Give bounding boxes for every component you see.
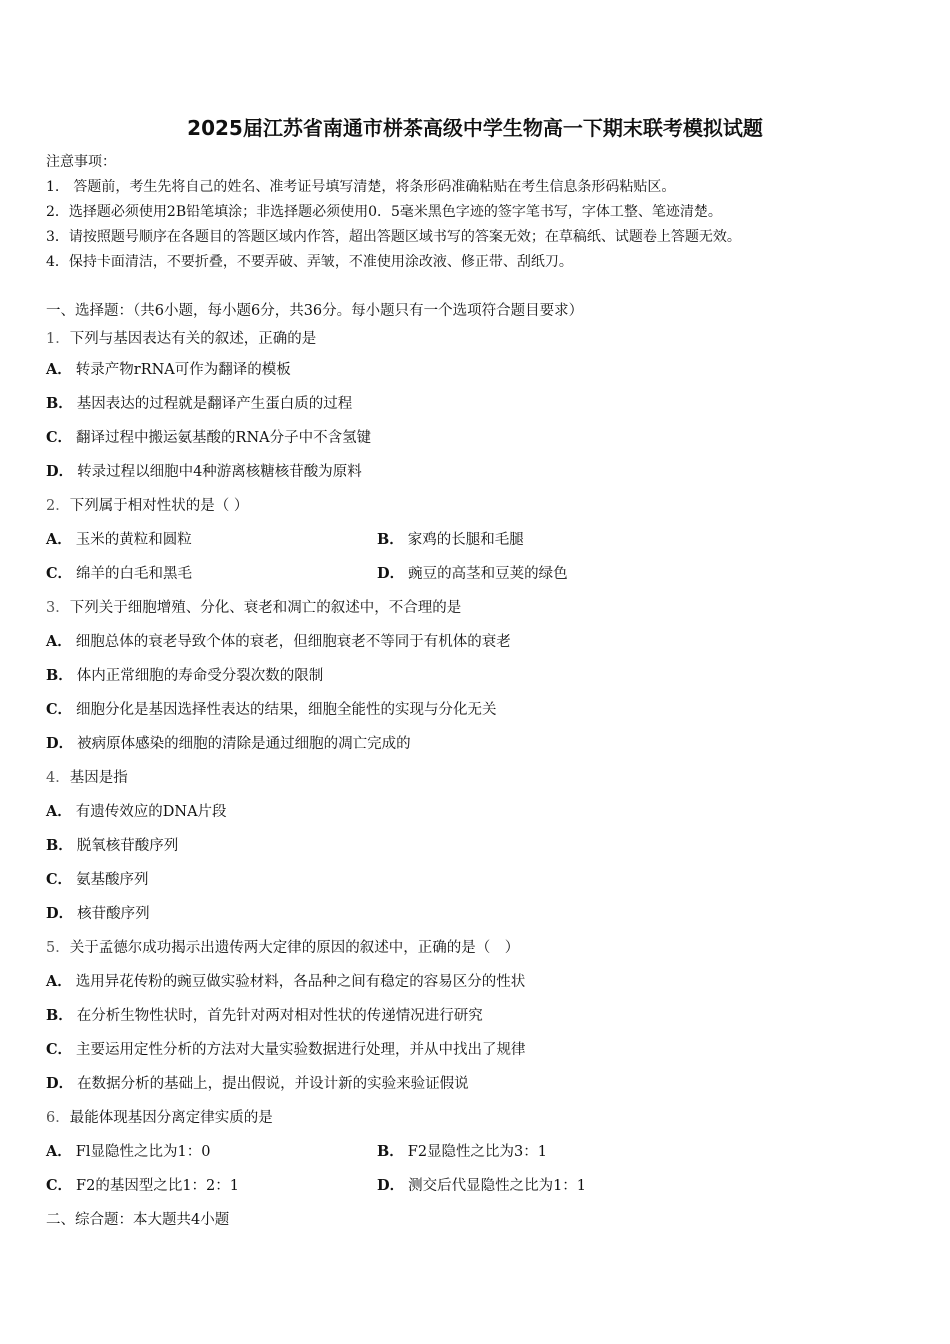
question-number: 5． xyxy=(46,940,70,956)
option-letter: B． xyxy=(46,837,73,854)
question-number: 1． xyxy=(46,331,70,347)
option-text: 在数据分析的基础上，提出假说，并设计新的实验来验证假说 xyxy=(77,1076,469,1092)
question-6-option-b xyxy=(377,1135,708,1169)
option-letter: B． xyxy=(46,1007,73,1024)
question-3-option-b xyxy=(46,659,926,693)
option-text: 主要运用定性分析的方法对大量实验数据进行处理，并从中找出了规律 xyxy=(76,1042,526,1058)
option-letter: C． xyxy=(46,701,73,718)
question-4-option-b xyxy=(46,829,926,863)
question-text: 下列关于细胞增殖、分化、衰老和凋亡的叙述中，不合理的是 xyxy=(69,600,462,616)
option-letter: D． xyxy=(46,1075,74,1092)
question-number: 2． xyxy=(46,498,70,514)
option-text: 细胞分化是基因选择性表达的结果，细胞全能性的实现与分化无关 xyxy=(76,702,497,718)
notice-block xyxy=(46,150,926,275)
page-title: 2025届江苏省南通市栟茶高级中学生物高一下期末联考模拟试题 xyxy=(187,116,763,140)
question-text: 最能体现基因分离定律实质的是 xyxy=(69,1110,273,1126)
option-text: 细胞总体的衰老导致个体的衰老，但细胞衰老不等同于有机体的衰老 xyxy=(75,634,511,650)
question-number: 4． xyxy=(46,770,70,786)
notice-item: 3．请按照题号顺序在各题目的答题区域内作答，超出答题区域书写的答案无效；在草稿纸、试题卷上答题无效。 xyxy=(46,229,741,245)
option-letter: A． xyxy=(46,531,72,548)
option-letter: C． xyxy=(46,1041,73,1058)
question-3-option-d xyxy=(46,727,926,761)
question-6-option-a xyxy=(46,1135,377,1169)
question-4-option-a xyxy=(46,795,926,829)
question-4-option-d xyxy=(46,897,926,931)
option-letter: A． xyxy=(46,633,72,650)
question-5-option-a xyxy=(46,965,926,999)
option-letter: D． xyxy=(46,735,74,752)
option-text: 转录过程以细胞中4种游离核糖核苷酸为原料 xyxy=(77,464,362,480)
option-letter: D． xyxy=(46,905,74,922)
option-letter: A． xyxy=(46,803,72,820)
question-2-options-row-2 xyxy=(46,557,926,591)
option-letter: C． xyxy=(46,1177,73,1194)
question-number: 6． xyxy=(46,1110,70,1126)
questions-area xyxy=(46,297,926,1237)
question-1-option-b xyxy=(46,387,926,421)
question-5-option-d xyxy=(46,1067,926,1101)
question-4-stem xyxy=(46,761,926,795)
section-heading-choice: 一、选择题：（共6小题，每小题6分，共36分。每小题只有一个选项符合题目要求） xyxy=(46,303,584,319)
question-6-options-row-1 xyxy=(46,1135,926,1169)
question-5-option-b xyxy=(46,999,926,1033)
option-letter: C． xyxy=(46,871,73,888)
question-text: 基因是指 xyxy=(69,770,128,786)
question-6-option-c xyxy=(46,1169,377,1203)
option-letter: A． xyxy=(46,361,72,378)
question-4-option-c xyxy=(46,863,926,897)
option-letter: C． xyxy=(46,429,73,446)
question-1-option-d xyxy=(46,455,926,489)
question-6-options-row-2 xyxy=(46,1169,926,1203)
question-2-option-d xyxy=(377,557,708,591)
option-letter: B． xyxy=(377,1143,404,1160)
option-text: 转录产物rRNA可作为翻译的模板 xyxy=(75,362,291,378)
option-letter: D． xyxy=(377,565,405,582)
option-text: 测交后代显隐性之比为1：1 xyxy=(408,1178,587,1194)
notice-item: 2．选择题必须使用2B铅笔填涂；非选择题必须使用0．5毫米黑色字迹的签字笔书写，字体工整、笔迹清楚。 xyxy=(46,204,722,220)
option-letter: C． xyxy=(46,565,73,582)
question-2-stem xyxy=(46,489,926,523)
question-2-option-c xyxy=(46,557,377,591)
option-text: 选用异花传粉的豌豆做实验材料，各品种之间有稳定的容易区分的性状 xyxy=(75,974,526,990)
question-number: 3． xyxy=(46,600,70,616)
section-heading-comprehensive: 二、综合题：本大题共4小题 xyxy=(46,1212,230,1228)
option-text: Fl显隐性之比为1：0 xyxy=(75,1144,211,1160)
question-5-stem xyxy=(46,931,926,965)
question-5-option-c xyxy=(46,1033,926,1067)
question-2-options-row-1 xyxy=(46,523,926,557)
option-text: 豌豆的高茎和豆荚的绿色 xyxy=(408,566,568,582)
option-letter: B． xyxy=(46,395,73,412)
option-text: 氨基酸序列 xyxy=(76,872,149,888)
option-text: 翻译过程中搬运氨基酸的RNA分子中不含氢键 xyxy=(76,430,372,446)
option-text: 在分析生物性状时，首先针对两对相对性状的传递情况进行研究 xyxy=(76,1008,483,1024)
option-text: 核苷酸序列 xyxy=(77,906,150,922)
option-text: 体内正常细胞的寿命受分裂次数的限制 xyxy=(76,668,324,684)
question-3-option-a xyxy=(46,625,926,659)
question-3-stem xyxy=(46,591,926,625)
option-text: 绵羊的白毛和黑毛 xyxy=(76,566,193,582)
option-letter: A． xyxy=(46,1143,72,1160)
option-text: 玉米的黄粒和圆粒 xyxy=(75,532,192,548)
option-letter: D． xyxy=(377,1177,405,1194)
option-text: 脱氧核苷酸序列 xyxy=(76,838,179,854)
question-text: 下列与基因表达有关的叙述，正确的是 xyxy=(69,331,317,347)
question-1-option-a xyxy=(46,353,926,387)
option-text: F2显隐性之比为3：1 xyxy=(407,1144,548,1160)
question-2-option-a xyxy=(46,523,377,557)
question-text: 下列属于相对性状的是（ ） xyxy=(69,498,249,514)
notice-item: 1. 答题前，考生先将自己的姓名、准考证号填写清楚，将条形码准确粘贴在考生信息条形码粘贴区。 xyxy=(46,179,676,195)
option-text: 基因表达的过程就是翻译产生蛋白质的过程 xyxy=(76,396,353,412)
option-letter: D． xyxy=(46,463,74,480)
notice-item: 4．保持卡面清洁，不要折叠，不要弄破、弄皱，不准使用涂改液、修正带、刮纸刀。 xyxy=(46,254,573,270)
option-text: F2的基因型之比1：2：1 xyxy=(76,1178,240,1194)
question-text: 关于孟德尔成功揭示出遗传两大定律的原因的叙述中，正确的是（ ） xyxy=(69,940,520,956)
question-3-option-c xyxy=(46,693,926,727)
question-1-stem xyxy=(46,325,926,353)
option-letter: A． xyxy=(46,973,72,990)
option-text: 有遗传效应的DNA片段 xyxy=(75,804,227,820)
option-letter: B． xyxy=(46,667,73,684)
option-text: 家鸡的长腿和毛腿 xyxy=(407,532,524,548)
question-6-stem xyxy=(46,1101,926,1135)
question-1-option-c xyxy=(46,421,926,455)
question-6-option-d xyxy=(377,1169,708,1203)
notice-heading: 注意事项： xyxy=(46,154,116,170)
option-text: 被病原体感染的细胞的清除是通过细胞的凋亡完成的 xyxy=(77,736,411,752)
question-2-option-b xyxy=(377,523,708,557)
option-letter: B． xyxy=(377,531,404,548)
